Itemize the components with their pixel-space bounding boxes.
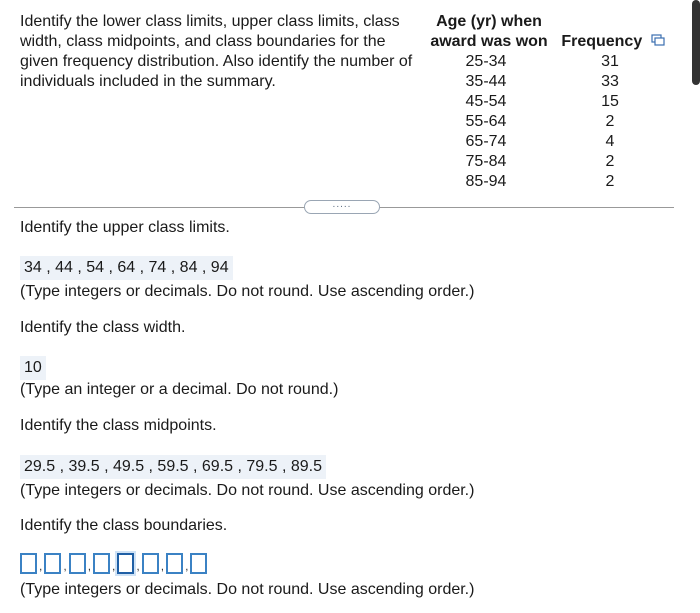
- question-midpoints: Identify the class midpoints.: [20, 417, 217, 434]
- boundary-separator: ,: [63, 559, 67, 573]
- copy-icon[interactable]: [651, 32, 665, 52]
- scrollbar[interactable]: [692, 0, 700, 85]
- table-row: 75-84 2: [465, 153, 615, 170]
- age-header: Age (yr) when award was won: [430, 13, 548, 50]
- boundaries-inputs: [20, 553, 207, 574]
- question-class-width: Identify the class width.: [20, 319, 186, 336]
- boundary-separator: ,: [136, 559, 140, 573]
- hint-upper-limits: (Type integers or decimals. Do not round. Use ascending order.): [20, 283, 475, 300]
- boundary-separator: ,: [112, 559, 116, 573]
- table-row: 25-34 31: [465, 53, 619, 70]
- boundary-input[interactable]: [142, 553, 159, 574]
- frequency-header: Frequency: [552, 12, 668, 52]
- boundary-separator: ,: [160, 559, 165, 573]
- question-boundaries: Identify the class boundaries.: [20, 517, 228, 534]
- answer-upper-limits[interactable]: 34 , 44 , 54 , 64 , 74 , 84 , 94: [20, 256, 233, 280]
- boundary-separator: ,: [87, 559, 92, 573]
- answer-class-width[interactable]: 10: [20, 356, 46, 380]
- frequency-table: [420, 12, 668, 192]
- table-row: 65-74 4: [465, 133, 615, 150]
- hint-midpoints: (Type integers or decimals. Do not round. Use ascending order.): [20, 482, 475, 499]
- boundary-input[interactable]: [69, 553, 86, 574]
- table-row: 35-44 33: [465, 73, 619, 90]
- boundary-input-active[interactable]: [117, 553, 134, 574]
- answer-midpoints[interactable]: 29.5 , 39.5 , 49.5 , 59.5 , 69.5 , 79.5 , 89.5: [20, 455, 326, 479]
- boundary-input[interactable]: [44, 553, 61, 574]
- problem-statement: Identify the lower class limits, upper class limits, class width, class midpoints, and class boundaries for the given frequency distribution. Also identify the number of individuals included in the summary.: [20, 13, 413, 90]
- boundary-input[interactable]: [93, 553, 110, 574]
- boundary-input[interactable]: [166, 553, 183, 574]
- table-row: 45-54 15: [465, 93, 619, 110]
- hint-class-width: (Type an integer or a decimal. Do not round.): [20, 381, 339, 398]
- table-row: 85-94 2: [465, 173, 615, 190]
- question-upper-limits: Identify the upper class limits.: [20, 219, 230, 236]
- table-row: 55-64 2: [465, 113, 615, 130]
- boundary-separator: ,: [39, 559, 43, 573]
- boundary-input[interactable]: [190, 553, 207, 574]
- boundary-separator: ,: [185, 559, 189, 573]
- boundary-input[interactable]: [20, 553, 37, 574]
- divider-handle[interactable]: .....: [304, 200, 380, 214]
- hint-boundaries: (Type integers or decimals. Do not round. Use ascending order.): [20, 581, 475, 598]
